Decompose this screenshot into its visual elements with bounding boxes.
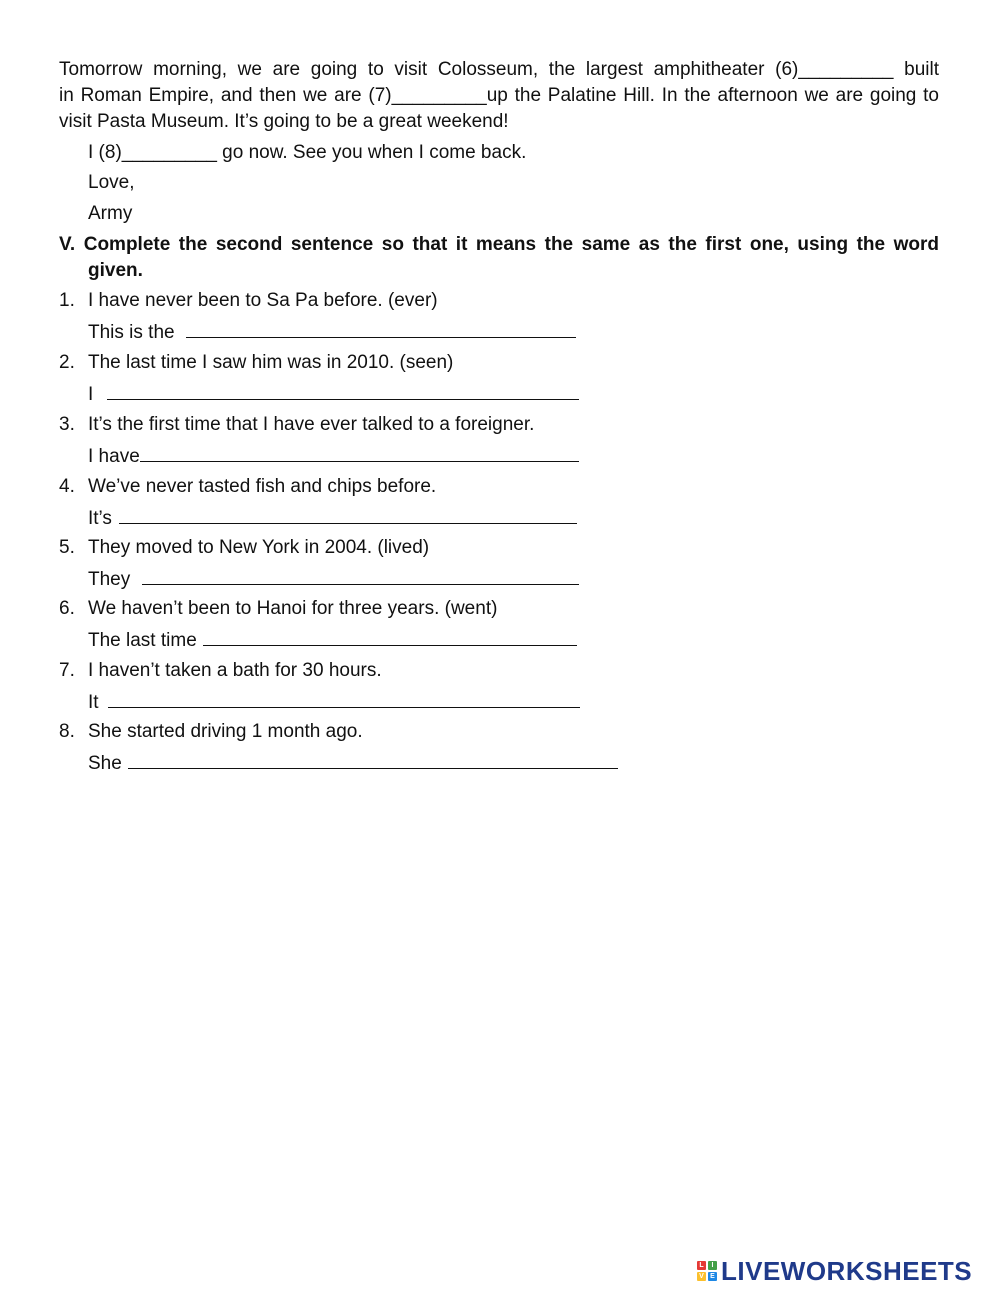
logo-mark-i: I [708, 1261, 717, 1270]
logo-mark-l: L [697, 1261, 706, 1270]
answer-blank-8[interactable] [128, 751, 618, 769]
answer-row-6 [88, 628, 577, 653]
item-sentence: The last time I saw him was in 2010. (seen) [88, 352, 454, 373]
item-number: 2. [59, 352, 75, 373]
item-number: 3. [59, 414, 75, 435]
item-sentence: I have never been to Sa Pa before. (ever) [88, 290, 438, 311]
answer-prompt: The last time [88, 630, 197, 651]
answer-row-1 [88, 320, 576, 345]
logo-mark-v: V [697, 1272, 706, 1281]
section-heading-line-2: given. [88, 260, 143, 281]
letter-closing: Love, [88, 172, 135, 193]
item-number: 8. [59, 721, 75, 742]
section-heading-line-1: V. Complete the second sentence so that it means the same as the first one, using the word [59, 234, 939, 255]
answer-row-3 [88, 444, 579, 469]
answer-prompt: They [88, 569, 131, 590]
answer-row-5 [88, 567, 579, 592]
item-sentence: We’ve never tasted fish and chips before. [88, 476, 437, 497]
answer-blank-6[interactable] [203, 628, 577, 646]
letter-paragraph-line-3: visit Pasta Museum. It’s going to be a great weekend! [59, 111, 509, 132]
letter-paragraph-line-2: in Roman Empire, and then we are (7)_________up the Palatine Hill. In the afternoon we are going to [59, 85, 939, 106]
answer-blank-2[interactable] [107, 382, 579, 400]
answer-row-8 [88, 751, 618, 776]
answer-prompt: She [88, 753, 122, 774]
answer-blank-1[interactable] [186, 320, 576, 338]
item-number: 6. [59, 598, 75, 619]
item-sentence: It’s the first time that I have ever talked to a foreigner. [88, 414, 535, 435]
item-sentence: She started driving 1 month ago. [88, 721, 363, 742]
logo-text: LIVEWORKSHEETS [721, 1255, 973, 1286]
liveworksheets-logo[interactable] [697, 1255, 972, 1287]
letter-line-8: I (8)_________ go now. See you when I come back. [88, 142, 527, 163]
answer-row-7 [88, 690, 580, 715]
item-sentence: I haven’t taken a bath for 30 hours. [88, 660, 382, 681]
liveworksheets-logo-icon [697, 1261, 717, 1281]
letter-signature: Army [88, 203, 133, 224]
answer-prompt: I [88, 384, 94, 405]
answer-blank-7[interactable] [108, 690, 580, 708]
answer-row-2 [88, 382, 579, 407]
answer-row-4 [88, 506, 577, 531]
answer-prompt: I have [88, 446, 140, 467]
answer-prompt: It’s [88, 508, 112, 529]
item-sentence: We haven’t been to Hanoi for three years. (went) [88, 598, 498, 619]
item-number: 7. [59, 660, 75, 681]
answer-blank-5[interactable] [142, 567, 579, 585]
logo-mark-e: E [708, 1272, 717, 1281]
item-number: 5. [59, 537, 75, 558]
letter-paragraph-line-1: Tomorrow morning, we are going to visit Colosseum, the largest amphitheater (6)_________ built [59, 59, 939, 80]
item-sentence: They moved to New York in 2004. (lived) [88, 537, 430, 558]
item-number: 1. [59, 290, 75, 311]
answer-prompt: This is the [88, 322, 175, 343]
item-number: 4. [59, 476, 75, 497]
answer-prompt: It [88, 692, 99, 713]
answer-blank-4[interactable] [119, 506, 577, 524]
answer-blank-3[interactable] [140, 444, 579, 462]
